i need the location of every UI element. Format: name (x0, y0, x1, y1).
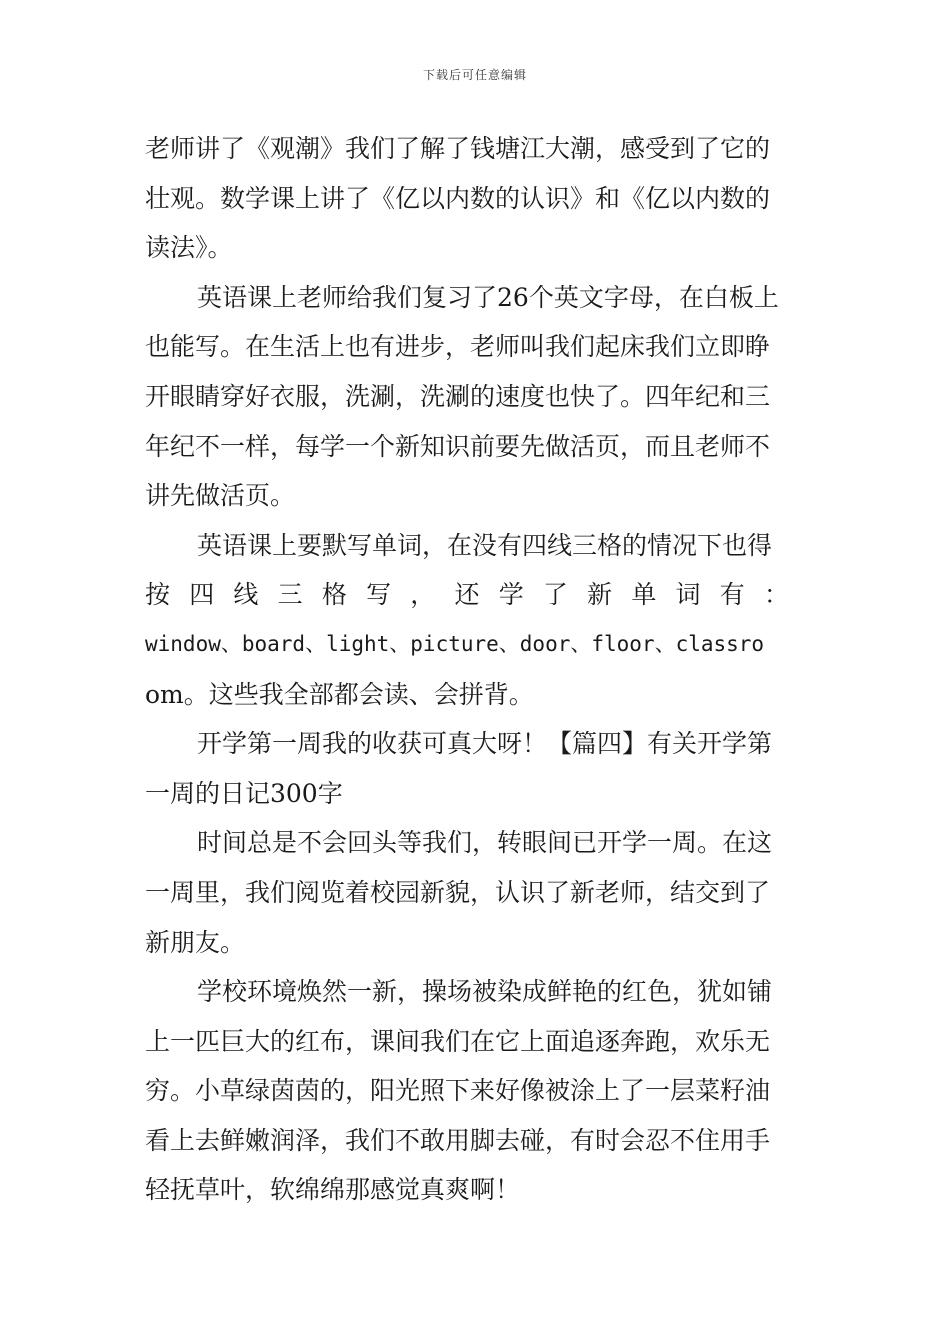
text-line: 轻抚草叶，软绵绵那感觉真爽啊！ (145, 1175, 521, 1205)
document-body (145, 124, 807, 1215)
page-header: 下载后可任意编辑 (422, 68, 527, 82)
text-line: 看上去鲜嫩润泽，我们不敢用脚去碰，有时会忍不住用手 (145, 1125, 771, 1155)
text-line: 讲先做活页。 (145, 481, 296, 511)
paragraph-start-line: 学校环境焕然一新，操场被染成鲜艳的红色，犹如铺 (197, 977, 773, 1007)
text-line: 读法》。 (145, 233, 233, 263)
text-line: 也能写。在生活上也有进步，老师叫我们起床我们立即睁 (145, 332, 771, 362)
text-line: 老师讲了《观潮》我们了解了钱塘江大潮，感受到了它的 (145, 134, 771, 163)
text-line: 开眼睛穿好衣服，洗涮，洗涮的速度也快了。四年纪和三 (145, 381, 771, 411)
spaced-text-line: 按四线三格写，还学了新单词有： (145, 580, 807, 610)
text-line: 新朋友。 (145, 927, 246, 957)
text-line: 一周的日记300字 (145, 778, 343, 808)
text-line: 穷。小草绿茵茵的，阳光照下来好像被涂上了一层菜籽油 (145, 1076, 771, 1106)
text-line: 年纪不一样，每学一个新知识前要先做活页，而且老师不 (145, 431, 771, 461)
paragraph-start-line: 英语课上要默写单词，在没有四线三格的情况下也得 (197, 530, 773, 560)
paragraph-start-line: 时间总是不会回头等我们，转眼间已开学一周。在这 (197, 828, 773, 858)
text-line: 壮观。数学课上讲了《亿以内数的认识》和《亿以内数的 (145, 183, 771, 213)
text-line: 上一匹巨大的红布，课间我们在它上面追逐奔跑，欢乐无 (145, 1026, 771, 1056)
paragraph-start-line: 开学第一周我的收获可真大呀！【篇四】有关开学第 (197, 729, 773, 759)
text-line: 一周里，我们阅览着校园新貌，认识了新老师，结交到了 (145, 877, 771, 907)
english-words-line: window、board、light、picture、door、floor、classro (145, 631, 765, 656)
paragraph-start-line: 英语课上老师给我们复习了26个英文字母，在白板上 (197, 282, 779, 312)
text-line: om。这些我全部都会读、会拼背。 (145, 679, 534, 709)
